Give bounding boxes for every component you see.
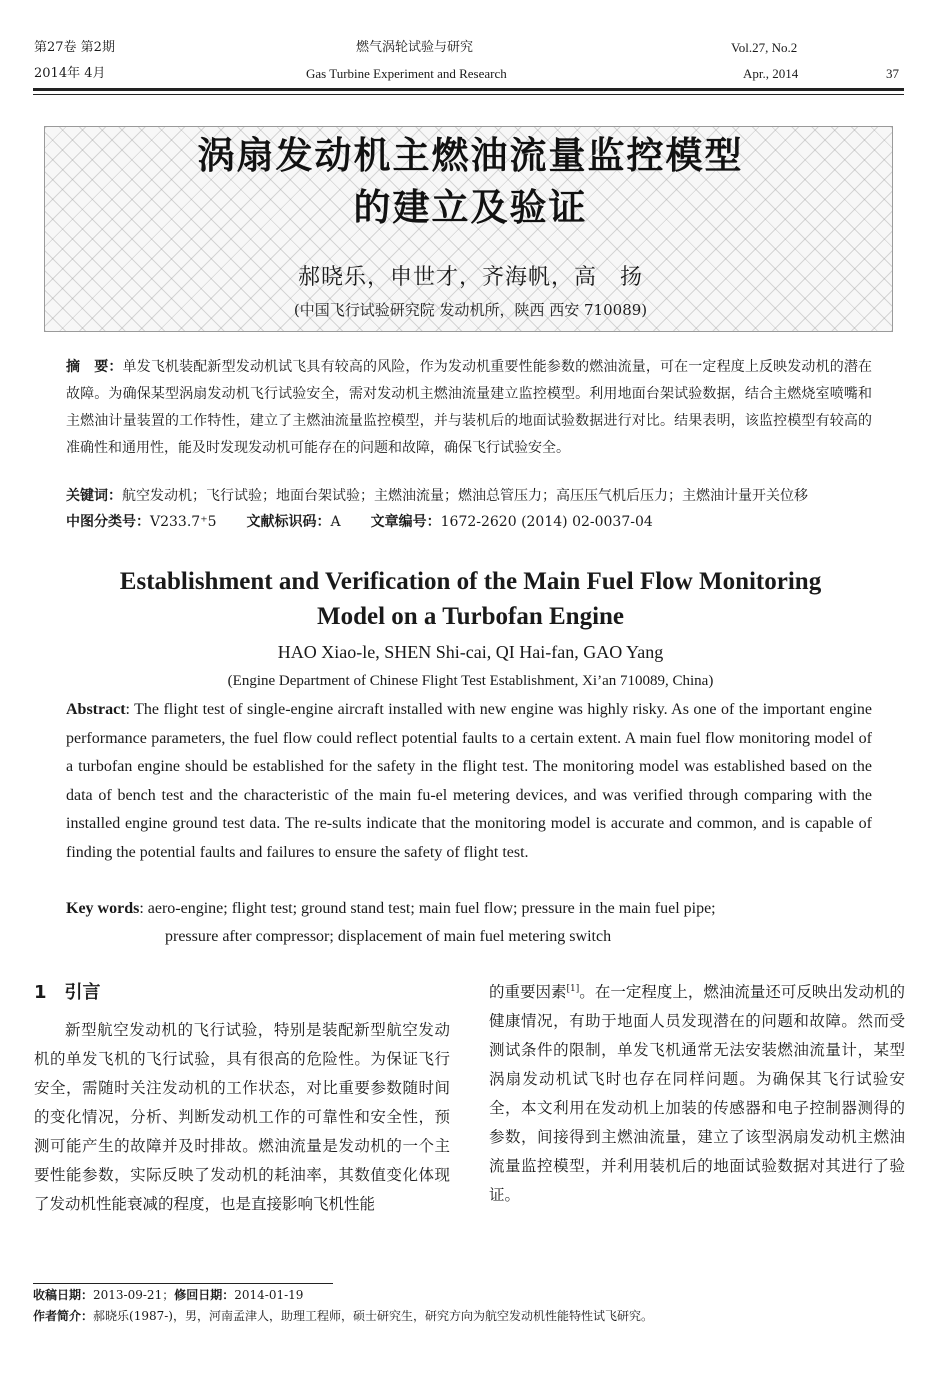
revised-date: 2014-01-19	[234, 1288, 304, 1302]
header-date-cn: 2014年 4月	[34, 66, 106, 81]
cn-title-line1: 涡扇发动机主燃油流量监控模型	[197, 134, 744, 177]
en-keywords	[66, 895, 872, 924]
en-affiliation: (Engine Department of Chinese Flight Test Establishment, Xi’an 710089, China)	[227, 673, 714, 689]
header-date-en: Apr., 2014	[743, 66, 799, 81]
header-rule-thick	[33, 88, 904, 91]
cn-keywords-label: 关键词：	[66, 488, 122, 504]
en-abstract-label: Abstract	[66, 701, 126, 718]
footnote-author	[33, 1307, 653, 1325]
revised-label: 修回日期：	[174, 1288, 235, 1302]
header-journal-en: Gas Turbine Experiment and Research	[306, 66, 507, 81]
cn-keywords-text: 航空发动机；飞行试验；地面台架试验；主燃油流量；燃油总管压力；高压压气机后压力；主燃油计量开关位移	[122, 488, 808, 504]
en-keywords-label: Key words	[66, 900, 140, 917]
footnote-rule	[33, 1283, 333, 1284]
cn-title-line2: 的建立及验证	[353, 186, 588, 229]
clc-label: 中图分类号：	[66, 514, 150, 530]
en-title-line2: Model on a Turbofan Engine	[316, 603, 625, 630]
right-text-rest: 。在一定程度上，燃油流量还可反映出发动机的健康情况，有助于地面人员发现潜在的问题和故障。然而受测试条件的限制，单发飞机通常无法安装燃油流量计，某型涡扇发动机试飞时也存在同样问题。为确保其飞行试验安全，本文利用在发动机上加装的传感器和电子控制器测得的参数，间接得到主燃油流量，建立了该型涡扇发动机主燃油流量监控模型，并利用装机后的地面试验数据对其进行了验证。	[489, 983, 905, 1204]
section-1-left-column: 新型航空发动机的飞行试验，特别是装配新型航空发动机的单发飞机的飞行试验，具有很高的危险性。为保证飞行安全，需随时关注发动机的工作状态，对比重要参数随时间的变化情况，分析、判断发动机工作的可靠性和安全性，预测可能产生的故障并及时排故。燃油流量是发动机的一个主要性能参数，实际反映了发动机的耗油率，其数值变化体现了发动机性能衰减的程度，也是直接影响飞机性能	[34, 1021, 450, 1213]
en-abstract	[66, 696, 872, 867]
received-date: 2013-09-21；	[93, 1288, 175, 1302]
doc-code-value: A	[330, 514, 341, 530]
cn-authors: 郝晓乐，申世才，齐海帆，高 扬	[297, 265, 643, 290]
cn-affiliation: (中国飞行试验研究院 发动机所，陕西 西安 710089)	[293, 301, 648, 319]
cn-abstract	[66, 354, 872, 462]
en-keywords-line1: : aero-engine; flight test; ground stand test; main fuel flow; pressure in the main fuel pipe;	[139, 900, 716, 917]
doc-code-label: 文献标识码：	[246, 514, 331, 530]
en-keywords-cont: pressure after compressor; displacement of main fuel metering switch	[165, 928, 612, 945]
article-no-label: 文章编号：	[370, 514, 441, 530]
en-title-line1: Establishment and Verification of the Main Fuel Flow Monitoring	[119, 568, 822, 595]
section-1-right-column	[489, 978, 905, 1210]
en-authors: HAO Xiao-le, SHEN Shi-cai, QI Hai-fan, GAO Yang	[277, 642, 664, 662]
en-abstract-text: : The flight test of single-engine aircraft installed with new engine was highly risky. As one of the important engine performance parameters, the fuel flow could reflect potential faults to a certain extent. A main fuel flow monitoring model of a turbofan engine should be established for the safety in the flight test. The monitoring model was established based on the data of bench test and the characteristic of the main fu-el metering devices, and was verified through comparing with the installed engine ground test data. The re-sults indicate that the monitoring model is accurate and common, and is capable of finding the potential faults and failures to ensure the safety of flight test.	[66, 701, 872, 861]
cn-classification	[66, 509, 872, 536]
article-no-value: 1672-2620 (2014) 02-0037-04	[440, 514, 653, 530]
citation-ref: [1]	[566, 983, 580, 994]
received-label: 收稿日期：	[33, 1288, 94, 1302]
header-rule-thin	[33, 94, 904, 95]
footnote-dates	[33, 1286, 303, 1304]
header-volume-en: Vol.27, No.2	[731, 40, 798, 55]
author-bio-label: 作者简介：	[33, 1309, 94, 1323]
right-text-start: 的重要因素	[489, 983, 567, 1001]
author-bio: 郝晓乐(1987-)，男，河南孟津人，助理工程师，硕士研究生，研究方向为航空发动机性能特性试飞研究。	[93, 1309, 653, 1323]
cn-abstract-label: 摘 要：	[66, 359, 123, 375]
section-1-heading: 1 引言	[34, 982, 101, 1003]
header-journal-cn: 燃气涡轮试验与研究	[356, 40, 474, 55]
header-volume-cn: 第27卷 第2期	[34, 40, 115, 55]
cn-keywords	[66, 483, 872, 510]
clc-value: V233.7⁺5	[150, 514, 217, 530]
cn-abstract-text: 单发飞机装配新型发动机试飞具有较高的风险，作为发动机重要性能参数的燃油流量，可在一定程度上反映发动机的潜在故障。为确保某型涡扇发动机飞行试验安全，需对发动机主燃油流量建立监控模型。利用地面台架试验数据，结合主燃烧室喷嘴和主燃油计量装置的工作特性，建立了主燃油流量监控模型，并与装机后的地面试验数据进行对比。结果表明，该监控模型有较高的准确性和通用性，能及时发现发动机可能存在的问题和故障，确保飞行试验安全。	[66, 359, 873, 456]
page-number: 37	[886, 66, 899, 81]
